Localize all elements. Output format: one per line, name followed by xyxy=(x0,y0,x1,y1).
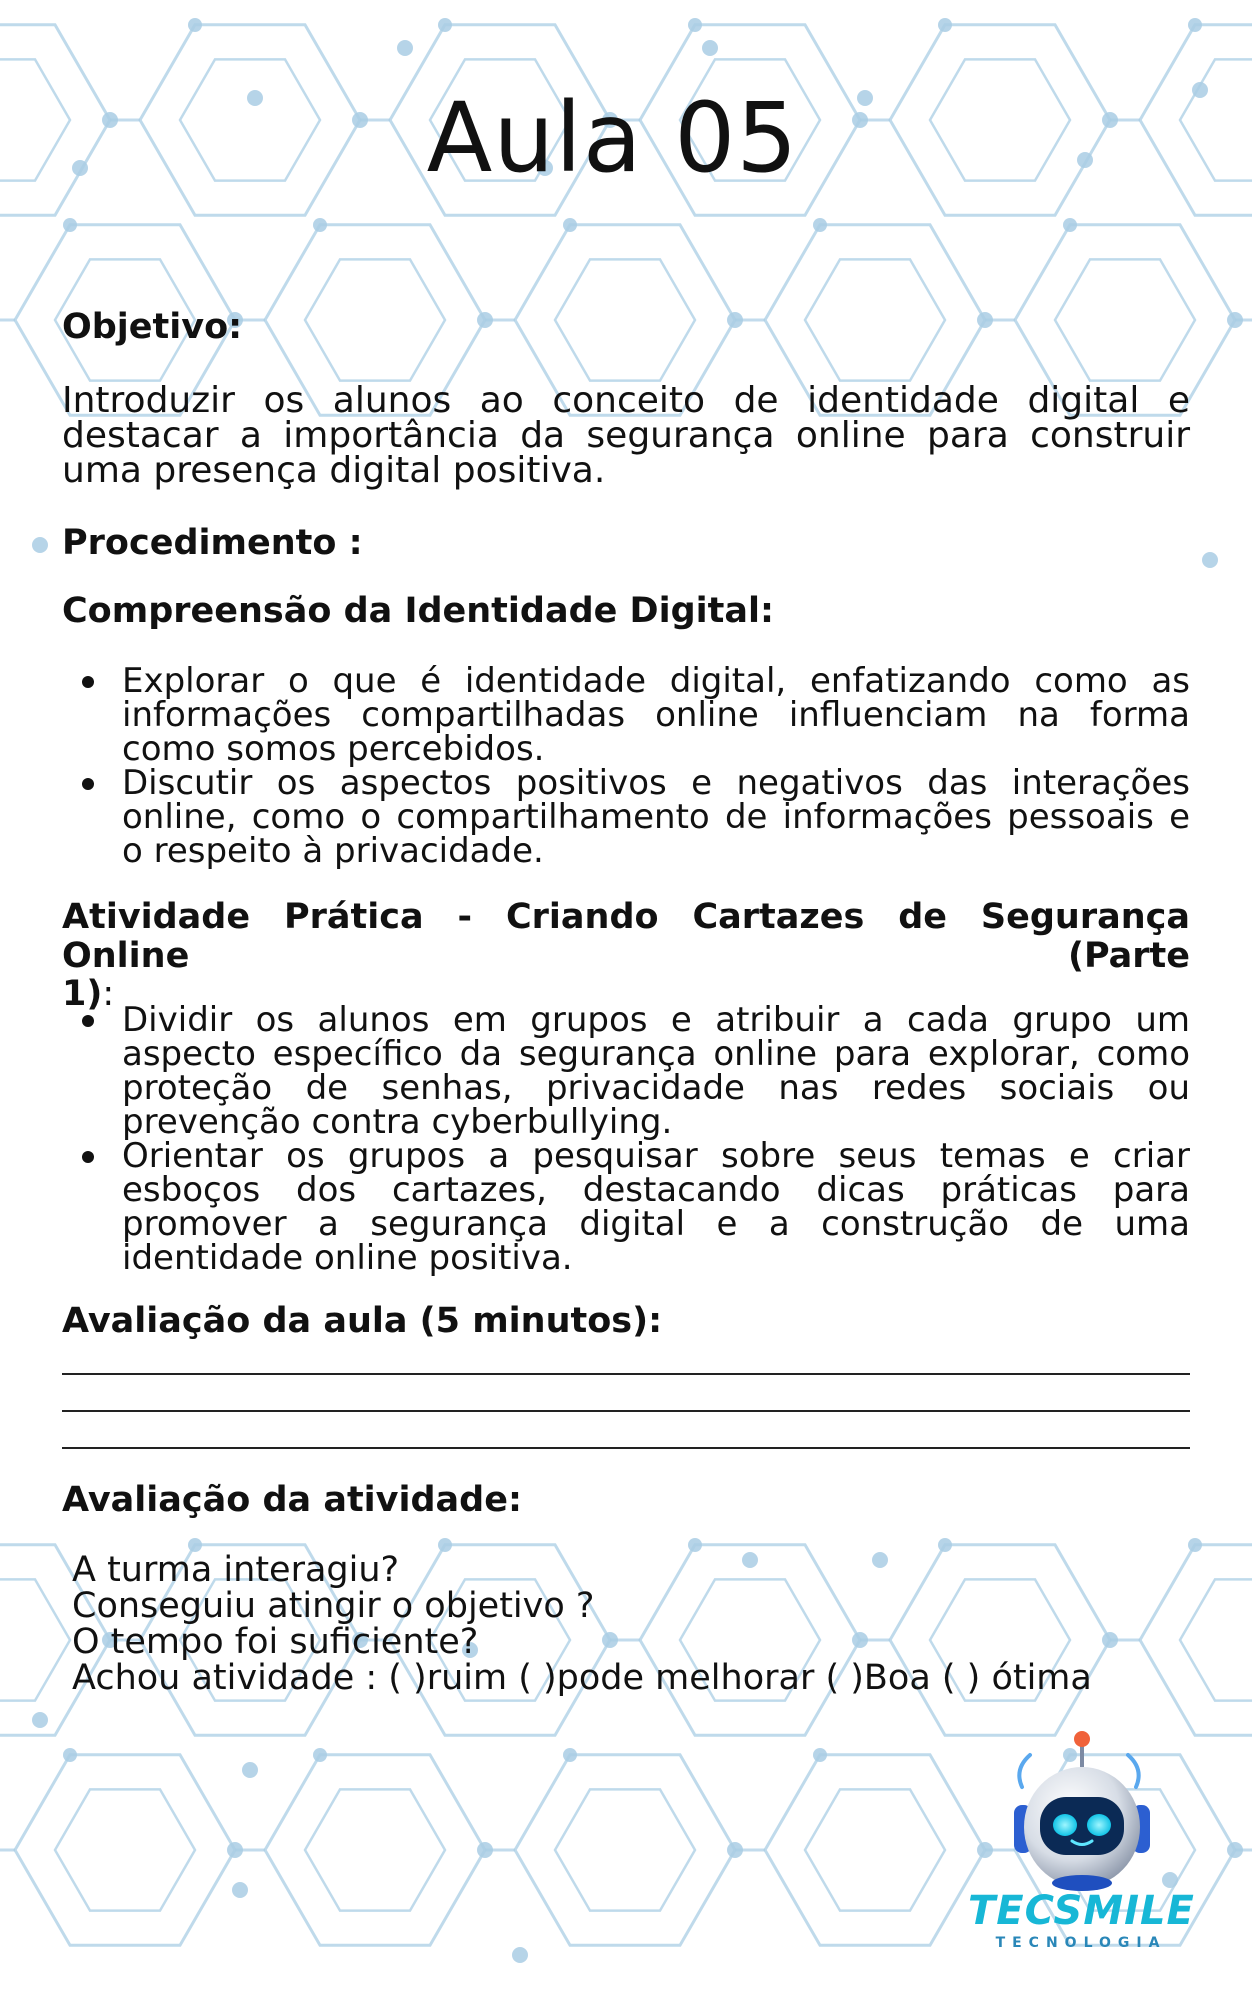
section-digital-identity-heading: Compreensão da Identidade Digital: xyxy=(62,591,774,631)
answer-line xyxy=(62,1410,1190,1412)
brand-name: TECSMILE xyxy=(968,1888,1195,1934)
answer-line xyxy=(62,1373,1190,1375)
question-item: O tempo foi suficiente? xyxy=(72,1622,479,1662)
list-item: Dividir os alunos em grupos e atribuir a cada grupo um aspecto específico da segurança online para explorar, como proteção de senhas, privacidade nas redes sociais ou prevenção contra cyberbullying. xyxy=(62,1003,1190,1139)
answer-line xyxy=(62,1447,1190,1449)
objective-text: Introduzir os alunos ao conceito de identidade digital e destacar a importância da segurança online para construir uma presença digital positiva. xyxy=(62,380,1190,491)
practical-activity-heading-part: 1) xyxy=(62,974,103,1014)
question-item: A turma interagiu? xyxy=(72,1550,400,1590)
brand-tagline: TECNOLOGIA xyxy=(995,1935,1167,1951)
procedure-heading: Procedimento : xyxy=(62,523,363,563)
practical-activity-heading-line1: Atividade Prática - Criando Cartazes de Segurança Online (Parte xyxy=(62,897,1190,976)
digital-identity-list xyxy=(62,661,1190,871)
objective-heading: Objetivo: xyxy=(62,307,243,347)
list-item: Discutir os aspectos positivos e negativos das interações online, como o compartilhamento de informações pessoais e o respeito à privacidade. xyxy=(62,766,1190,868)
practical-activity-list xyxy=(62,1000,1190,1278)
list-item: Explorar o que é identidade digital, enfatizando como as informações compartilhadas online influenciam na forma como somos percebidos. xyxy=(62,664,1190,766)
question-item: Achou atividade : ( )ruim ( )pode melhorar ( )Boa ( ) ótima xyxy=(72,1658,1092,1698)
practical-activity-heading-colon: : xyxy=(102,974,115,1014)
activity-evaluation-heading: Avaliação da atividade: xyxy=(62,1480,522,1520)
lesson-evaluation-heading: Avaliação da aula (5 minutos): xyxy=(62,1301,663,1341)
list-item: Orientar os grupos a pesquisar sobre seus temas e criar esboços dos cartazes, destacando dicas práticas para promover a segurança digital e a construção de uma identidade online positiva. xyxy=(62,1139,1190,1275)
question-item: Conseguiu atingir o objetivo ? xyxy=(72,1586,595,1626)
lesson-title: Aula 05 xyxy=(426,82,799,194)
practical-activity-heading xyxy=(62,898,1190,1014)
